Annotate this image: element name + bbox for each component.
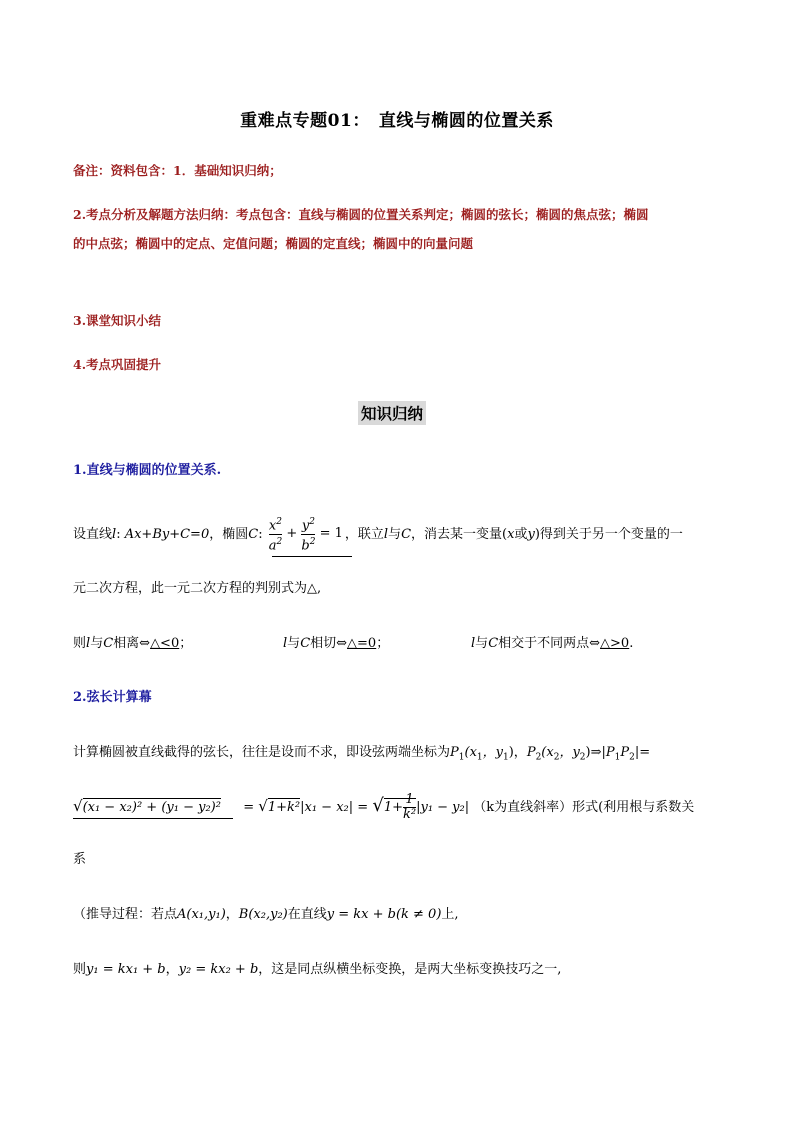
notes-line-4: 4.考点巩固提升 <box>73 357 162 372</box>
formula-underline-2 <box>73 818 233 819</box>
formula-tail: （k为直线斜率）形式(利用根与系数关 <box>473 800 695 815</box>
formula-underline <box>272 556 352 557</box>
topic1-condition-tangent: l与C相切⇔△=0； <box>283 636 390 651</box>
topic1-condition-separate: 则l与C相离⇔△<0； <box>73 636 193 651</box>
topic1-condition-intersect: l与C相交于不同两点⇔△>0. <box>471 636 634 651</box>
chord-length-formula: √(x₁ − x₂)² + (y₁ − y₂)² = √1+k²|x₁ − x₂| = √1+ $\frac{1}{\text{k²}}$ |y₁ − y₂| （k为直线斜率）形式(利用根与系数关 <box>73 792 695 822</box>
formula-abs-x: |x₁ − x₂| <box>300 800 354 815</box>
section-heading: 知识归纳 <box>358 401 426 425</box>
formula-sqrt-k: 1+k² <box>267 800 301 815</box>
topic1-heading: 1.直线与椭圆的位置关系. <box>73 463 222 478</box>
topic2-derivation-2: 则y₁ = kx₁ + b，y₂ = kx₂ + b，这是同点纵横坐标变换，是两大坐标变换技巧之一, <box>73 962 562 977</box>
notes-item-1: 1．基础知识归纳； <box>173 163 282 178</box>
notes-line-2a: 2.考点分析及解题方法归纳：考点包含：直线与椭圆的位置关系判定；椭圆的弦长；椭圆的焦点弦；椭圆 <box>73 207 649 222</box>
topic2-wrap: 系 <box>73 852 87 867</box>
formula-sqrt-distance: (x₁ − x₂)² + (y₁ − y₂)² <box>82 800 221 815</box>
formula-abs-y: |y₁ − y₂| <box>416 800 470 815</box>
topic2-heading: 2.弦长计算幕 <box>73 690 152 705</box>
notes-prefix: 备注：资料包含： <box>73 163 174 178</box>
ellipse-equation: $\frac{x^2}{a^2}$ + $\frac{y^2}{b^2}$ = 1 <box>268 517 343 553</box>
notes-line-1 <box>73 161 282 179</box>
line-equation: Ax+By+C=0 <box>124 526 210 542</box>
topic2-paragraph-1: 计算椭圆被直线截得的弦长，往往是设而不求，即设弦两端坐标为$P_1(x_1$，$y_1$)，$P_2(x_2$，$y_2)\Rightarrow|P_1P_2|=$ <box>73 745 651 763</box>
topic1-paragraph-2: 元二次方程，此一元二次方程的判别式为△, <box>73 581 322 596</box>
notes-line-2b: 的中点弦；椭圆中的定点、定值问题；椭圆的定直线；椭圆中的向量问题 <box>73 236 474 251</box>
formula-sqrt-reciprocal: 1+ $\frac{1}{\text{k²}}$ <box>383 792 417 822</box>
topic1-paragraph-1: 设直线l: Ax+By+C=0，椭圆C: $\frac{x^2}{a^2}$ + $\frac{y^2}{b^2}$ = 1 ，联立l与C，消去某一变量(x或y)得到关于另一个变量的一 <box>73 512 683 557</box>
topic2-derivation-1: （推导过程：若点A(x₁,y₁)，B(x₂,y₂)在直线y = kx + b(k ≠ 0)上, <box>73 907 459 922</box>
notes-line-3: 3.课堂知识小结 <box>73 313 162 328</box>
page-title: 重难点专题01： 直线与椭圆的位置关系 <box>240 111 554 131</box>
